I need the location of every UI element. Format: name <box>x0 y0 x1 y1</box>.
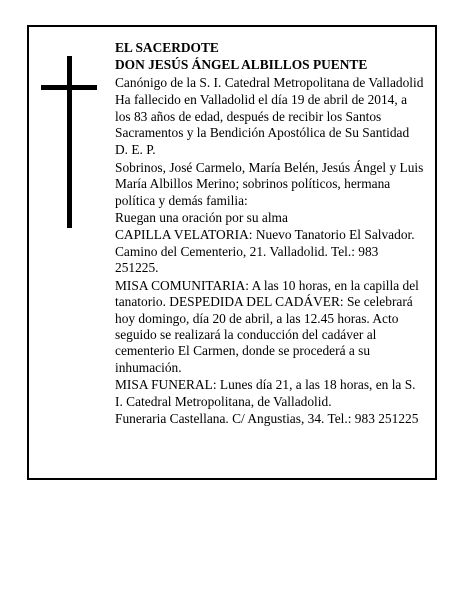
obituary-notice <box>27 25 437 480</box>
prayer-request: Ruegan una oración por su alma <box>115 210 288 226</box>
death-announcement: Ha fallecido en Valladolid el día 19 de abril de 2014, a los 83 años de edad, después de recibir los Santos Sacramentos y la Bendición Apostólica de Su Santidad <box>115 92 410 141</box>
mass-info: MISA COMUNITARIA: A las 10 horas, en la capilla del tanatorio. DESPEDIDA DEL CADÁVER: Se celebrará hoy domingo, día 20 de abril, a las 12.45 horas. Acto seguido se realizará la conducción del cadáver al cementerio El Carmen, donde se procederá a su inhumación. <box>115 277 419 375</box>
funeral-info: MISA FUNERAL: Lunes día 21, a las 18 horas, en la S. I. Catedral Metropolitana, de Valladolid. <box>115 377 416 409</box>
cross-vertical-bar <box>67 56 72 228</box>
chapel-info: CAPILLA VELATORIA: Nuevo Tanatorio El Salvador. Camino del Cementerio, 21. Valladolid. Tel.: 983 251225. <box>115 227 415 276</box>
deceased-name: DON JESÚS ÁNGEL ALBILLOS PUENTE <box>115 57 368 73</box>
deceased-position: Canónigo de la S. I. Catedral Metropolitana de Valladolid <box>115 74 424 90</box>
family-list: Sobrinos, José Carmelo, María Belén, Jesús Ángel y Luis María Albillos Merino; sobrinos políticos, hermana política y demás familia: <box>115 159 424 208</box>
notice-title: EL SACERDOTE <box>115 40 219 55</box>
funeral-home-info: Funeraria Castellana. C/ Angustias, 34. Tel.: 983 251225 <box>115 410 419 426</box>
rip-line: D. E. P. <box>115 142 156 158</box>
cross-horizontal-bar <box>41 85 97 90</box>
obituary-text <box>115 40 425 428</box>
